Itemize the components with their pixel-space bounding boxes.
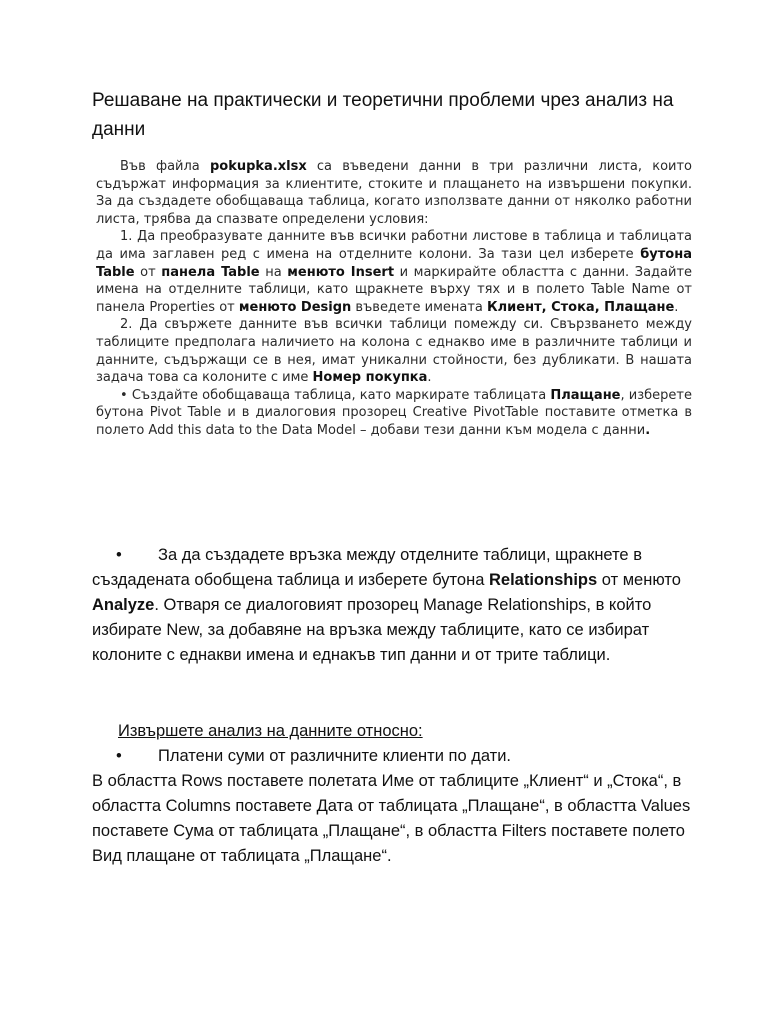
bold-term: Analyze: [92, 596, 155, 614]
text-span: въведете имената: [351, 299, 488, 315]
page-title: Решаване на практически и теоретични проблеми чрез анализ на данни: [92, 90, 674, 140]
bold-term: Номер покупка: [312, 370, 428, 386]
text-span: на: [259, 264, 288, 280]
bullet: •: [116, 546, 122, 564]
scan-paragraph-step-1: [96, 228, 692, 316]
bold-term: панела Table: [161, 264, 260, 280]
bold-term: Плащане: [550, 387, 621, 403]
analysis-item: [92, 744, 712, 769]
text-span: Платени суми от различните клиенти по дати.: [158, 747, 512, 765]
text-span: и маркирайте областта с данни. Задайте имена на отделните таблици, като щракнете върху тях и в полето Table Name от панела Properties от: [96, 264, 693, 315]
scanned-instructions: [96, 158, 692, 440]
text-span: , изберете бутона Pivot Table и в диалоговия прозорец Creative PivotTable поставите отметка в полето Add this data to the Data Model – добави тези данни към модела с данни: [96, 387, 692, 438]
text-span: За да създадете връзка между отделните таблици, щракнете в създадената обобщена таблица и изберете бутона: [92, 546, 642, 589]
text-span: .: [427, 370, 432, 386]
text-span: от: [134, 264, 162, 280]
text-span: .: [674, 299, 679, 315]
bold-term: бутона Table: [96, 246, 692, 280]
text-span: .: [645, 422, 651, 438]
scan-paragraph-intro: [96, 158, 692, 228]
bold-term: менюто Insert: [287, 264, 395, 280]
bold-term: Relationships: [488, 571, 598, 589]
analysis-instructions: В областта Rows поставете полетата Име от таблиците „Клиент“ и „Стока“, в областта Columns поставете Дата от таблицата „Плащане“, в областта Values поставете Сума от таблицата „Плащане“, в областта Filters поставете полето Вид плащане от таблицата „Плащане“.: [92, 772, 691, 865]
text-span: 2. Да свържете данните във всички таблици помежду си. Свързването между таблиците предполага наличието на колона с еднакво име в различните таблици и данните, съдържащи се в нея, имат уникални стойности, без дубликати. В нашата задача това са колоните с име: [96, 317, 692, 386]
text-span: 1. Да преобразувате данните във всички работни листове в таблица и таблицата да има заглавен ред с имена на отделните колони. За тази цел изберете: [96, 229, 692, 262]
relationships-paragraph: [92, 543, 712, 668]
text-span: Във файла: [120, 159, 210, 174]
analysis-section: [92, 719, 712, 869]
bold-term: Клиент, Стока, Плащане: [487, 299, 675, 315]
analysis-heading: Извършете анализ на данните относно:: [118, 722, 423, 740]
text-span: . Отваря се диалоговият прозорец Manage Relationships, в който избирате New, за добавяне на връзка между таблиците, като се избират колоните с еднакви имена и еднакъв тип данни и от трите таблици.: [92, 596, 652, 664]
text-span: • Създайте обобщаваща таблица, като маркирате таблицата: [120, 387, 551, 403]
scan-paragraph-pivot: [96, 387, 692, 440]
bold-term: менюто Design: [238, 299, 352, 315]
file-name: pokupka.xlsx: [209, 159, 307, 174]
scan-paragraph-step-2: [96, 316, 692, 386]
bullet: •: [116, 747, 122, 765]
text-span: от менюто: [597, 571, 681, 589]
text-span: са въведени данни в три различни листа, които съдържат информация за клиентите, стоките и плащането на извършени покупки. За да създадете обобщаваща таблица, когато използвате данни от няколко работни листа, трябва да спазвате определени условия:: [96, 159, 692, 227]
